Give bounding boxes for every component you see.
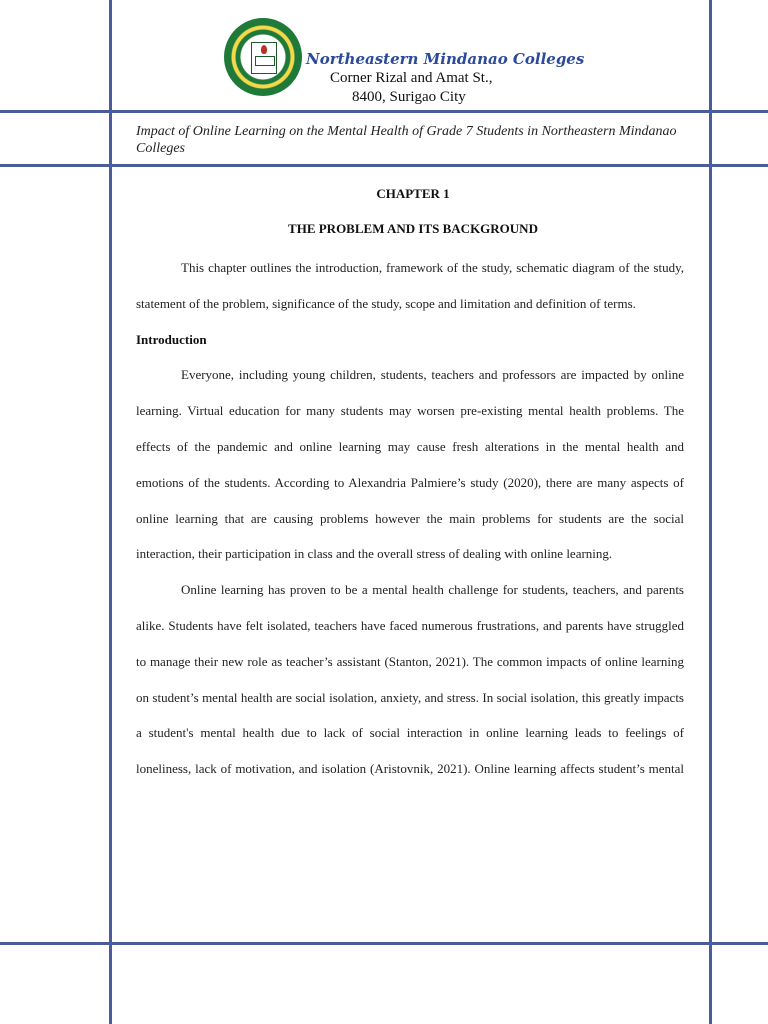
chapter-number: CHAPTER 1 bbox=[376, 186, 450, 201]
footer-rule bbox=[0, 942, 768, 945]
body-paragraph-2: Online learning has proven to be a mental health challenge for students, teachers, and parents alike. Students have felt isolated, teachers have faced numerous frustrations, and parents have struggled to manage their new role as teacher’s assistant (Stanton, 2021). The common impacts of online learning on student’s mental health are social isolation, anxiety, and stress. In social isolation, this greatly impacts a student's mental health due to lack of social interaction in online learning leads to feelings of loneliness, lack of motivation, and isolation (Aristovnik, 2021). Online learning affects student’s mental bbox=[136, 582, 684, 777]
left-border-rule bbox=[109, 0, 112, 1024]
address-line-1: Corner Rizal and Amat St., bbox=[330, 70, 493, 86]
section-heading: Introduction bbox=[136, 331, 207, 347]
address-line-2: 8400, Surigao City bbox=[352, 89, 466, 105]
intro-paragraph: This chapter outlines the introduction, framework of the study, schematic diagram of the study, statement of the problem, significance of the study, scope and limitation and definition of terms. bbox=[136, 260, 684, 311]
college-name: Northeastern Mindanao Colleges bbox=[306, 50, 585, 68]
chapter-title: THE PROBLEM AND ITS BACKGROUND bbox=[288, 221, 538, 236]
title-bottom-rule bbox=[0, 164, 768, 167]
college-seal-icon bbox=[224, 18, 302, 96]
document-body bbox=[136, 250, 684, 787]
study-title: Impact of Online Learning on the Mental Health of Grade 7 Students in Northeastern Mindanao Colleges bbox=[136, 124, 677, 156]
book-icon bbox=[255, 56, 275, 66]
letterhead bbox=[0, 0, 768, 112]
body-paragraph-1: Everyone, including young children, students, teachers and professors are impacted by online learning. Virtual education for many students may worsen pre-existing mental health problems. The effects of the pandemic and online learning may cause fresh alterations in the mental health and emotions of the students. According to Alexandria Palmiere’s study (2020), there are many aspects of online learning that are causing problems however the main problems for students are the social interaction, their participation in class and the overall stress of dealing with online learning. bbox=[136, 367, 684, 562]
right-border-rule bbox=[709, 0, 712, 1024]
torch-flame-icon bbox=[261, 45, 267, 54]
seal-emblem bbox=[251, 42, 277, 74]
